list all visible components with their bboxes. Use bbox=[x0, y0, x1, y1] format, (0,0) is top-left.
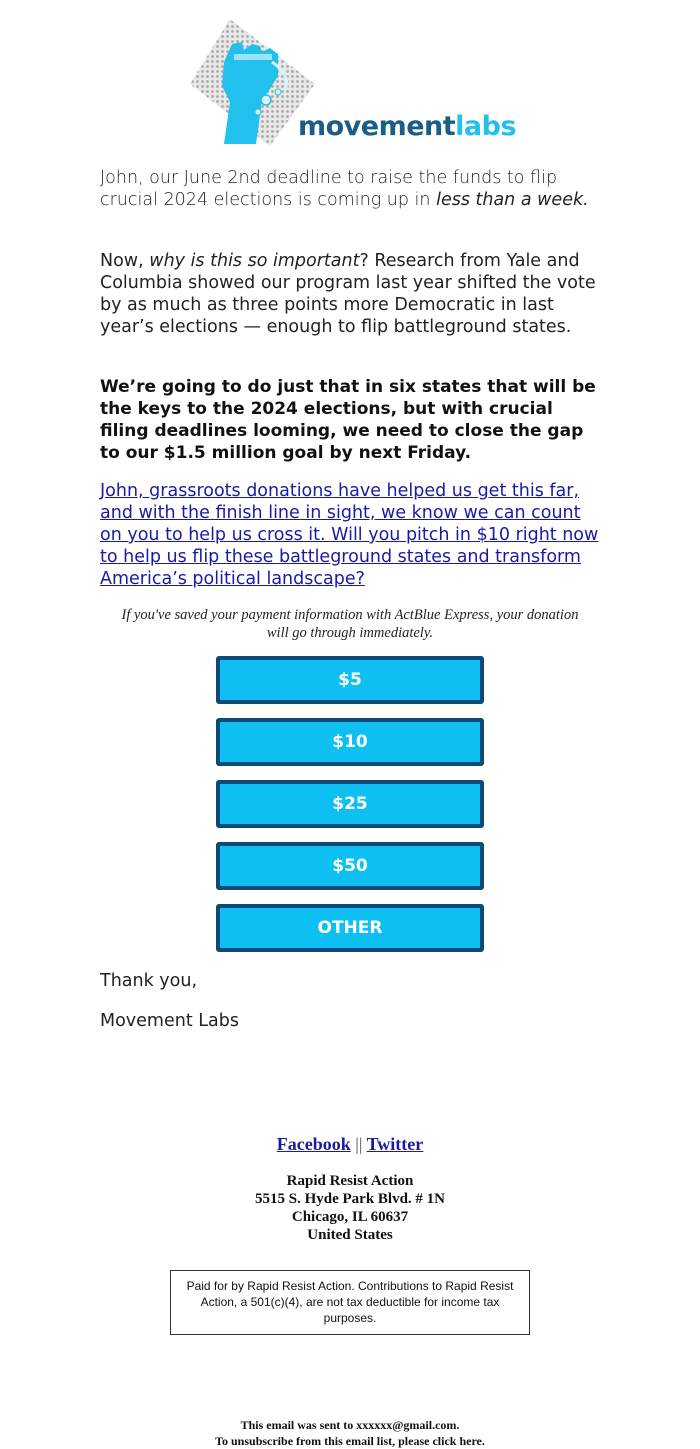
mailing-address bbox=[0, 1172, 700, 1244]
sent-to-text: This email was sent to xxxxxx@gmail.com. bbox=[240, 1418, 460, 1432]
address-org: Rapid Resist Action bbox=[286, 1173, 414, 1189]
paragraph-deadline-text: John, our June 2nd deadline to raise the funds to flip crucial 2024 elections is coming up in bbox=[100, 168, 558, 210]
paragraph-research-text: ? Research from Yale and Columbia showed our program last year shifted the vote by as much as three points more Democratic in last year’s elections — enough to flip battleground states. bbox=[100, 251, 596, 337]
twitter-link[interactable]: Twitter bbox=[366, 1134, 424, 1154]
paragraph-deadline bbox=[100, 167, 605, 211]
paragraph-ask bbox=[100, 480, 605, 590]
donate-25-button[interactable]: $25 bbox=[216, 780, 484, 828]
unsubscribe-text[interactable]: To unsubscribe from this email list, please click here. bbox=[215, 1434, 485, 1448]
email-footer bbox=[0, 1417, 700, 1449]
paragraph-goal: We’re going to do just that in six states that will be the keys to the 2024 elections, but with crucial filing deadlines looming, we need to close the gap to our $1.5 million goal by next Friday. bbox=[100, 377, 596, 463]
donate-50-button[interactable]: $50 bbox=[216, 842, 484, 890]
donate-10-button[interactable]: $10 bbox=[216, 718, 484, 766]
address-city: Chicago, IL 60637 bbox=[291, 1209, 409, 1225]
logo-word-movement: movement bbox=[298, 111, 456, 142]
donate-other-button[interactable]: OTHER bbox=[216, 904, 484, 952]
paid-for-disclaimer: Paid for by Rapid Resist Action. Contributions to Rapid Resist Action, a 501(c)(4), are not tax deductible for income tax purposes. bbox=[170, 1270, 530, 1335]
logo-wordmark bbox=[298, 110, 516, 144]
movement-labs-logo[interactable] bbox=[190, 14, 517, 154]
paragraph-research-lead: Now, bbox=[100, 251, 150, 271]
facebook-link[interactable]: Facebook bbox=[276, 1134, 351, 1154]
logo-word-labs: labs bbox=[455, 111, 517, 142]
signoff-thanks: Thank you, bbox=[100, 971, 198, 991]
social-separator: || bbox=[355, 1134, 363, 1154]
actblue-express-note: If you've saved your payment information with ActBlue Express, your donation will go through immediately. bbox=[121, 607, 579, 641]
address-country: United States bbox=[307, 1227, 393, 1243]
paragraph-research-emphasis: why is this so important bbox=[149, 251, 360, 271]
donate-ask-link[interactable]: John, grassroots donations have helped us get this far, and with the finish line in sight, we know we can count on you to help us cross it. Will you pitch in $10 right now to help us flip these battleground states and transform America’s political landscape? bbox=[100, 481, 599, 589]
signoff-name: Movement Labs bbox=[100, 1011, 239, 1031]
paragraph-deadline-emphasis: less than a week. bbox=[436, 190, 589, 210]
paragraph-research bbox=[100, 250, 605, 338]
social-links bbox=[0, 1134, 700, 1155]
address-street: 5515 S. Hyde Park Blvd. # 1N bbox=[254, 1191, 446, 1207]
donate-5-button[interactable]: $5 bbox=[216, 656, 484, 704]
